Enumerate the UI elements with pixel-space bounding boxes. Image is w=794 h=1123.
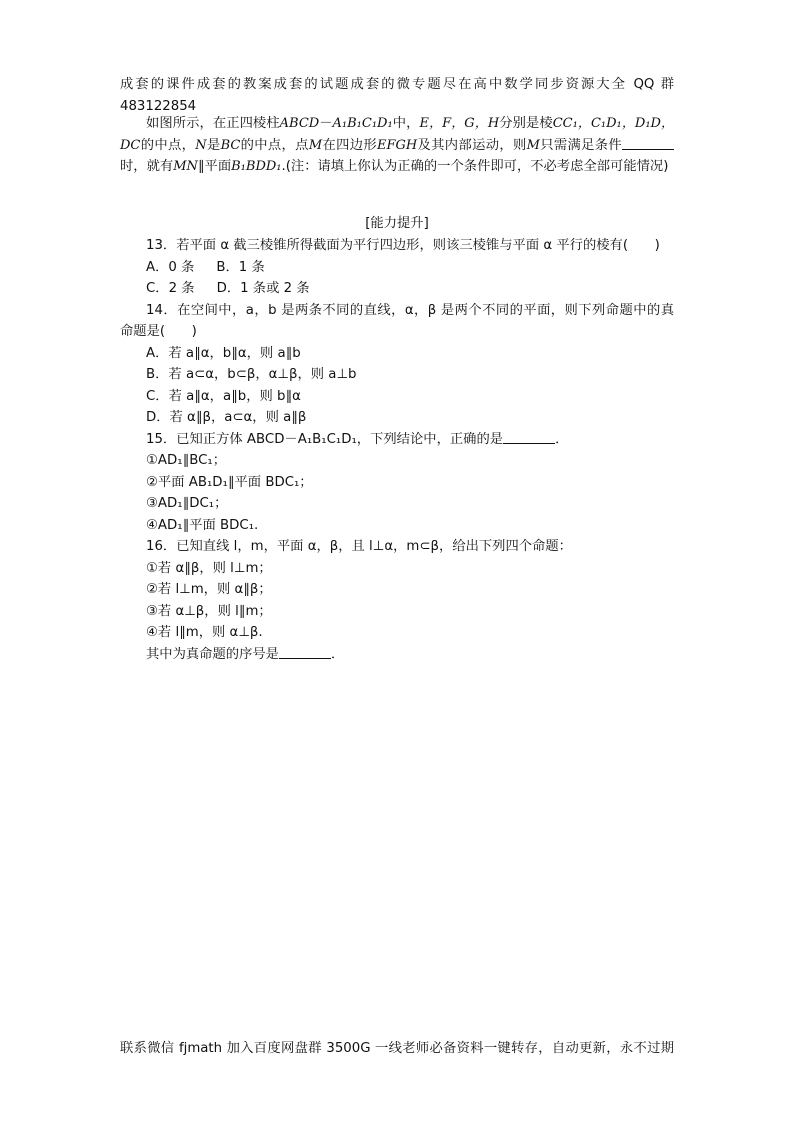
answer-blank <box>279 645 331 659</box>
question-14-option-c: C．若 a∥α，a∥b，则 b∥α <box>146 388 301 404</box>
question-15-conclusion-2: ②平面 AB₁D₁∥平面 BDC₁； <box>146 474 313 490</box>
question-13-options-row1 <box>120 257 674 279</box>
questions <box>120 235 674 665</box>
question-16 <box>120 536 674 665</box>
problem-intro <box>120 113 674 178</box>
question-14-stem-line1: 14．在空间中，a，b 是两条不同的直线，α，β 是两个不同的平面，则下列命题中的真 <box>146 302 674 318</box>
option-b: B．1 条 <box>216 259 265 275</box>
question-16-ask: 其中为真命题的序号是 ． <box>146 646 345 662</box>
question-14-option-a: A．若 a∥α，b∥α，则 a∥b <box>146 345 301 361</box>
question-16-proposition-4: ④若 l∥m，则 α⊥β. <box>146 625 263 640</box>
question-16-proposition-2: ②若 l⊥m，则 α∥β； <box>146 582 272 597</box>
question-13 <box>120 235 674 300</box>
page-footer: 联系微信 fjmath 加入百度网盘群 3500G 一线老师必备资料一键转存，自动更新，永不过期 <box>120 1041 674 1056</box>
question-16-proposition-3: ③若 α⊥β，则 l∥m； <box>146 603 272 619</box>
question-13-stem: 13．若平面 α 截三棱锥所得截面为平行四边形，则该三棱锥与平面 α 平行的棱有( ) <box>146 238 660 253</box>
question-15-stem: 15．已知正方体 ABCD－A₁B₁C₁D₁，下列结论中，正确的是 ． <box>146 431 569 447</box>
question-14-option-d: D．若 α∥β，a⊂α，则 a∥β <box>146 410 307 425</box>
option-d: D．1 条或 2 条 <box>216 281 310 296</box>
question-13-options-row2 <box>120 278 674 300</box>
answer-blank <box>622 136 674 150</box>
option-a: A．0 条 <box>146 259 195 275</box>
question-14-option-b: B．若 a⊂α，b⊂β，α⊥β，则 a⊥b <box>146 367 357 382</box>
header-line: 成套的课件成套的教案成套的试题成套的微专题尽在高中数学同步资源大全 QQ 群 <box>120 77 674 92</box>
question-15-conclusion-3: ③AD₁∥DC₁； <box>146 496 228 511</box>
question-15 <box>120 429 674 537</box>
question-16-stem: 16．已知直线 l，m，平面 α，β，且 l⊥α，m⊂β，给出下列四个命题： <box>146 539 572 554</box>
section-title: [能力提升] <box>365 216 429 231</box>
question-15-conclusion-4: ④AD₁∥平面 BDC₁. <box>146 517 259 533</box>
answer-blank <box>503 430 555 444</box>
question-15-conclusion-1: ①AD₁∥BC₁； <box>146 453 227 468</box>
question-14 <box>120 300 674 429</box>
question-16-proposition-1: ①若 α∥β，则 l⊥m； <box>146 560 272 576</box>
question-14-stem-line2: 命题是( ) <box>120 324 197 339</box>
header-qq-number: 483122854 <box>120 98 197 114</box>
intro-paragraph: 如图所示，在正四棱柱ABCD－A₁B₁C₁D₁中，E，F，G，H分别是棱CC₁，C₁D₁，D₁D，DC的中点，N是BC的中点，点M在四边形EFGH及其内部运动，则M只需满足条件时，就有MN∥平面B₁BDD₁.(注：请填上你认为正确的一个条件即可，不必考虑全部可能情况) <box>120 116 675 174</box>
page-header <box>120 74 674 117</box>
option-c: C．2 条 <box>146 281 195 296</box>
